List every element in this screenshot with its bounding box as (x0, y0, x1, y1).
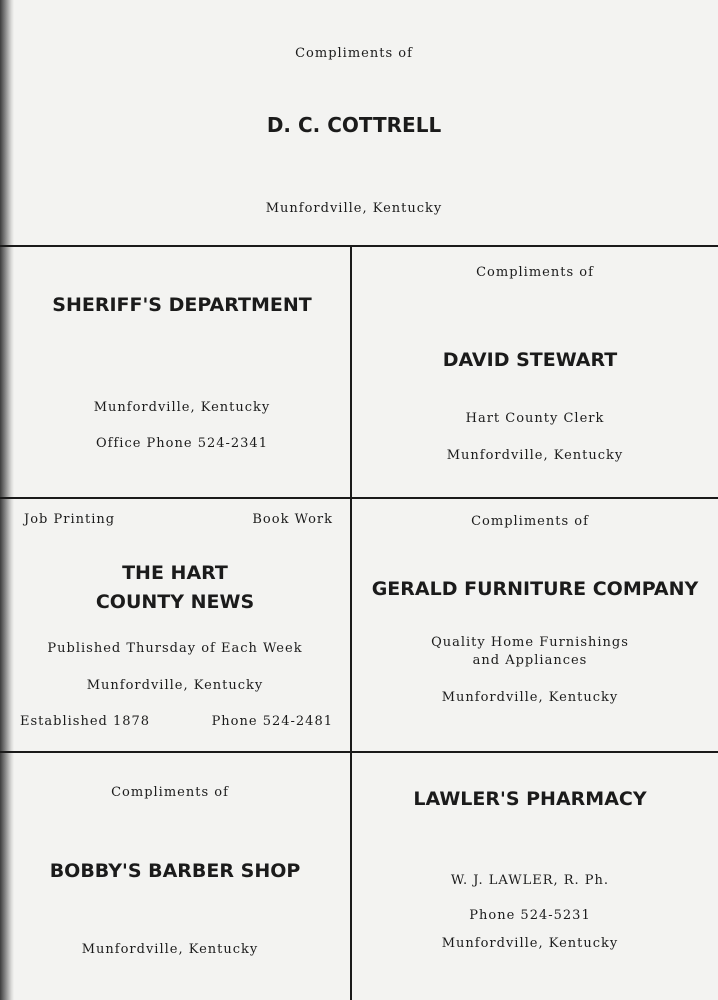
cottrell-location: Munfordville, Kentucky (265, 201, 443, 216)
news-phone: Phone 524-2481 (211, 714, 333, 729)
bobby-compliments: Compliments of (111, 785, 229, 800)
bobby-location: Munfordville, Kentucky (81, 942, 259, 957)
sheriff-phone: Office Phone 524-2341 (96, 436, 268, 451)
cottrell-compliments: Compliments of (295, 46, 413, 61)
page-binding-shadow (0, 0, 14, 1000)
gerald-name: GERALD FURNITURE COMPANY (371, 578, 699, 600)
stewart-compliments: Compliments of (476, 265, 594, 280)
news-left-tag: Job Printing (24, 512, 116, 527)
stewart-title: Hart County Clerk (465, 411, 605, 426)
stewart-location: Munfordville, Kentucky (446, 448, 624, 463)
lawler-name: LAWLER'S PHARMACY (413, 788, 647, 810)
sheriff-name: SHERIFF'S DEPARTMENT (52, 294, 312, 316)
news-established: Established 1878 (20, 714, 151, 729)
news-name-line1: THE HART (122, 562, 228, 584)
divider-2 (0, 497, 718, 499)
divider-3 (0, 751, 718, 753)
gerald-location: Munfordville, Kentucky (441, 690, 619, 705)
news-name-line2: COUNTY NEWS (95, 591, 255, 613)
bobby-name: BOBBY'S BARBER SHOP (49, 860, 301, 882)
lawler-phone: Phone 524-5231 (469, 908, 591, 923)
stewart-name: DAVID STEWART (442, 349, 618, 371)
lawler-location: Munfordville, Kentucky (441, 936, 619, 951)
news-right-tag: Book Work (252, 512, 333, 527)
sheriff-location: Munfordville, Kentucky (93, 400, 271, 415)
gerald-compliments: Compliments of (471, 514, 589, 529)
lawler-owner: W. J. LAWLER, R. Ph. (450, 873, 610, 888)
gerald-tagline2: and Appliances (472, 653, 588, 668)
news-published: Published Thursday of Each Week (47, 641, 303, 656)
news-location: Munfordville, Kentucky (86, 678, 264, 693)
divider-1 (0, 245, 718, 247)
cottrell-name: D. C. COTTRELL (266, 113, 442, 137)
gerald-tagline1: Quality Home Furnishings (431, 635, 629, 650)
